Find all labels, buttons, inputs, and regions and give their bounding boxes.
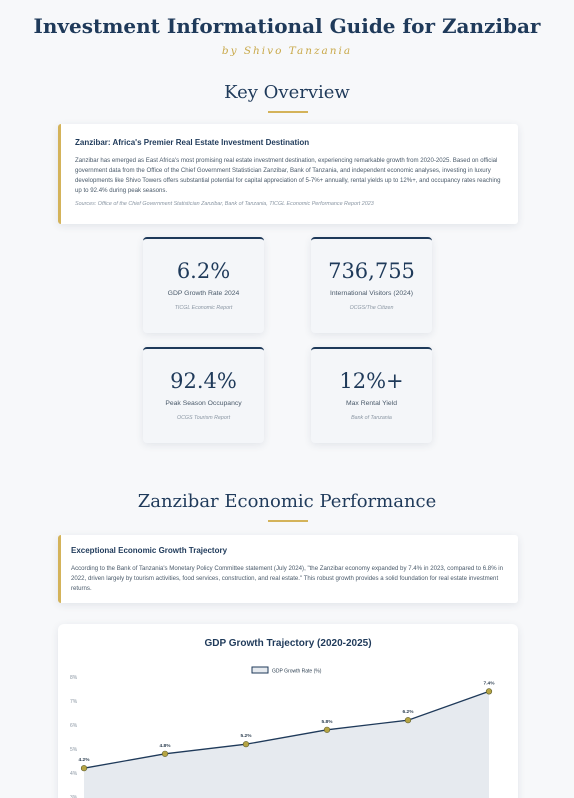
y-tick-label: 4% bbox=[70, 771, 78, 777]
data-label: 4.8% bbox=[159, 743, 171, 749]
y-tick-label: 3% bbox=[70, 795, 78, 798]
data-label: 7.4% bbox=[483, 681, 495, 687]
stat-label: GDP Growth Rate 2024 bbox=[167, 290, 240, 297]
stat-value: 736,755 bbox=[328, 259, 415, 283]
data-label: 4.2% bbox=[78, 758, 90, 764]
stat-card-gdp bbox=[143, 237, 264, 333]
stat-value: 92.4% bbox=[170, 369, 237, 393]
page-title: Investment Informational Guide for Zanzibar bbox=[33, 14, 541, 38]
gdp-growth-chart bbox=[58, 624, 518, 798]
growth-card-body: According to the Bank of Tanzania's Monetary Policy Committee statement (July 2024), "the Zanzibar economy expanded by 7.4% in 2023, compared to 6.8% in 2022, driven largely by tourism activities, food services, construction, and real estate." This robust growth provides a solid foundation for real estate investment returns. bbox=[71, 565, 504, 592]
stat-source: OCGS/The Citizen bbox=[349, 305, 394, 311]
stat-label: Peak Season Occupancy bbox=[165, 400, 242, 407]
intro-card-body: Zanzibar has emerged as East Africa's most promising real estate investment destination, experiencing remarkable growth from 2020-2025. Based on official government data from the Office of the Chief Government Statistician Zanzibar, Bank of Tanzania, and independent economic analyses, investing in luxury developments like Shivo Towers offers substantial potential for capital appreciation of 5-7%+ annually, rental yields up to 12%+, and occupancy rates reaching up to 92.4% during peak seasons. bbox=[75, 157, 501, 194]
legend-swatch bbox=[252, 667, 268, 673]
stat-source: OCGS Tourism Report bbox=[176, 415, 231, 421]
series-area bbox=[84, 691, 489, 798]
y-tick-label: 5% bbox=[70, 747, 78, 753]
growth-trajectory-card bbox=[58, 535, 518, 603]
gdp-chart-card bbox=[58, 624, 518, 798]
chart-title: GDP Growth Trajectory (2020-2025) bbox=[204, 638, 372, 649]
growth-card-title: Exceptional Economic Growth Trajectory bbox=[71, 546, 228, 555]
y-axis bbox=[70, 675, 78, 798]
y-tick-label: 8% bbox=[70, 675, 78, 681]
data-point[interactable] bbox=[486, 689, 492, 695]
data-label: 5.2% bbox=[240, 734, 252, 740]
stat-card-rental-yield bbox=[311, 347, 432, 443]
y-tick-label: 6% bbox=[70, 723, 78, 729]
data-label: 5.8% bbox=[321, 719, 333, 725]
data-point[interactable] bbox=[405, 717, 411, 723]
stat-source: Bank of Tanzania bbox=[351, 415, 392, 421]
stat-label: International Visitors (2024) bbox=[330, 290, 413, 297]
overview-intro-card bbox=[58, 124, 518, 224]
stat-card-visitors bbox=[311, 237, 432, 333]
data-point[interactable] bbox=[81, 765, 87, 771]
economic-performance-heading: Zanzibar Economic Performance bbox=[137, 491, 437, 512]
stat-value: 6.2% bbox=[176, 259, 231, 283]
page-subtitle: by Shivo Tanzania bbox=[221, 45, 353, 57]
data-label: 6.2% bbox=[402, 710, 414, 716]
section-divider bbox=[268, 111, 308, 113]
intro-card-title: Zanzibar: Africa's Premier Real Estate Investment Destination bbox=[75, 138, 310, 147]
stat-value: 12%+ bbox=[339, 369, 404, 393]
key-overview-heading: Key Overview bbox=[224, 82, 350, 103]
y-tick-label: 7% bbox=[70, 699, 78, 705]
section-divider bbox=[268, 520, 308, 522]
intro-card-sources: Sources: Office of the Chief Government Statistician Zanzibar, Bank of Tanzania, TICGL Economic Performance Report 2023 bbox=[75, 201, 374, 207]
data-point[interactable] bbox=[162, 751, 168, 757]
stat-source: TICGL Economic Report bbox=[174, 305, 233, 311]
chart-legend[interactable] bbox=[252, 667, 322, 675]
data-point[interactable] bbox=[243, 741, 249, 747]
stat-card-occupancy bbox=[143, 347, 264, 443]
stat-label: Max Rental Yield bbox=[345, 400, 397, 407]
legend-label: GDP Growth Rate (%) bbox=[272, 668, 322, 675]
data-point[interactable] bbox=[324, 727, 330, 733]
